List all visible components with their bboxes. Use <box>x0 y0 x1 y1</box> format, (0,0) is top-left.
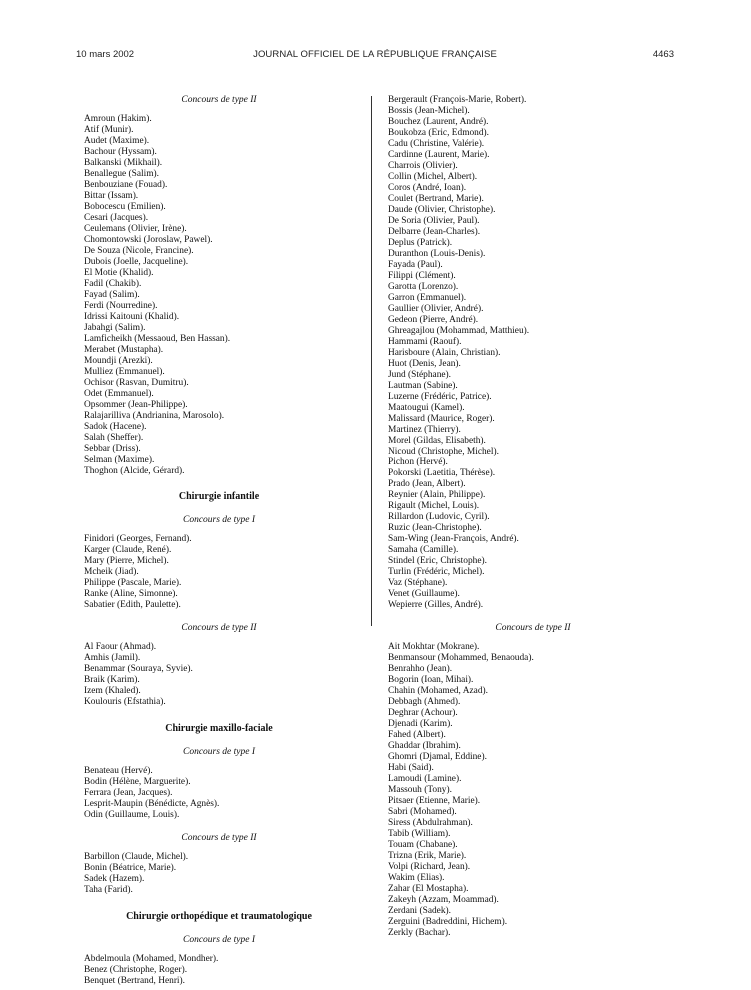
name-entry: Wepierre (Gilles, André). <box>388 600 484 611</box>
page-header <box>76 49 674 63</box>
right-column <box>388 95 678 939</box>
name-entry: El Motie (Khalid). <box>84 267 154 278</box>
name-entry: Lautman (Sabine). <box>388 380 458 391</box>
name-entry: Ralajarilliva (Andrianina, Marosolo). <box>84 410 225 421</box>
name-entry: Deplus (Patrick). <box>388 237 453 248</box>
name-entry: Trizna (Erik, Marie). <box>388 850 467 861</box>
name-entry: Benateau (Hervé). <box>84 766 153 777</box>
name-entry: Sadek (Hazem). <box>84 874 145 885</box>
name-entry: Benbouziane (Fouad). <box>84 179 168 190</box>
name-entry: Filippi (Clément). <box>388 270 456 281</box>
name-entry: Samaha (Camille). <box>388 545 459 556</box>
name-entry: Coulet (Bertrand, Marie). <box>388 193 484 204</box>
name-list <box>84 852 354 896</box>
name-entry: Maatougui (Kamel). <box>388 402 465 413</box>
name-entry: Benmansour (Mohammed, Benaouda). <box>388 653 534 664</box>
name-entry: Duranthon (Louis-Denis). <box>388 248 486 259</box>
name-entry: Dubois (Joelle, Jacqueline). <box>84 256 189 267</box>
section <box>84 911 354 987</box>
name-entry: Cadu (Christine, Valérie). <box>388 138 485 149</box>
name-entry: Ferdi (Nourredine). <box>84 300 158 311</box>
name-entry: Garotta (Lorenzo). <box>388 281 459 292</box>
name-entry: Idrissi Kaitouni (Khalid). <box>84 311 180 322</box>
name-entry: Ranke (Aline, Simonne). <box>84 589 178 600</box>
name-entry: Stindel (Eric, Christophe). <box>388 556 487 567</box>
name-entry: Bossis (Jean-Michel). <box>388 105 470 116</box>
name-entry: Audet (Maxime). <box>84 135 150 146</box>
left-column <box>84 95 354 987</box>
name-entry: Amhis (Jamil). <box>84 653 141 664</box>
name-entry: Jund (Stéphane). <box>388 369 452 380</box>
name-entry: Zakeyh (Azzam, Moammad). <box>388 894 499 905</box>
name-entry: Benquet (Bertrand, Henri). <box>84 976 186 987</box>
name-entry: Mary (Pierre, Michel). <box>84 556 169 567</box>
header-date: 10 mars 2002 <box>76 49 135 60</box>
section <box>84 491 354 611</box>
name-entry: Lamoudi (Lamine). <box>388 774 462 785</box>
name-entry: Selman (Maxime). <box>84 454 155 465</box>
name-entry: Zerguini (Badreddini, Hichem). <box>388 916 508 927</box>
name-entry: Opsommer (Jean-Philippe). <box>84 399 188 410</box>
name-entry: Ferrara (Jean, Jacques). <box>84 788 173 799</box>
name-entry: Ochisor (Rasvan, Dumitru). <box>84 377 189 388</box>
name-entry: Benrahho (Jean). <box>388 664 453 675</box>
name-entry: Al Faour (Ahmad). <box>84 642 157 653</box>
name-entry: Moundji (Arezki). <box>84 355 153 366</box>
name-entry: Vaz (Stéphane). <box>388 578 448 589</box>
name-entry: Sabatier (Edith, Paulette). <box>84 600 181 611</box>
name-list <box>84 642 354 708</box>
name-entry: Bittar (Issam). <box>84 190 139 201</box>
name-entry: Jabahgi (Salim). <box>84 322 146 333</box>
column-divider <box>371 96 372 626</box>
name-entry: Pitsaer (Etienne, Marie). <box>388 796 481 807</box>
name-entry: Lamficheikh (Messaoud, Ben Hassan). <box>84 333 231 344</box>
concours-subtitle: Concours de type II <box>181 623 257 634</box>
name-entry: Hammami (Raouf). <box>388 336 462 347</box>
name-entry: Koulouris (Efstathia). <box>84 697 166 708</box>
name-entry: Bonin (Béatrice, Marie). <box>84 863 177 874</box>
name-entry: Bouchez (Laurent, André). <box>388 116 489 127</box>
section <box>84 821 354 896</box>
name-entry: Rigault (Michel, Louis). <box>388 501 480 512</box>
name-entry: Coros (André, Ioan). <box>388 182 467 193</box>
name-entry: Atif (Munir). <box>84 124 134 135</box>
name-entry: Benammar (Souraya, Syvie). <box>84 664 193 675</box>
name-entry: Collin (Michel, Albert). <box>388 171 478 182</box>
journal-title: JOURNAL OFFICIEL DE LA RÉPUBLIQUE FRANÇAISE <box>253 49 497 60</box>
name-entry: Rillardon (Ludovic, Cyril). <box>388 512 490 523</box>
name-entry: Karger (Claude, René). <box>84 545 172 556</box>
name-entry: Ceulemans (Olivier, Irène). <box>84 223 187 234</box>
name-entry: Philippe (Pascale, Marie). <box>84 578 182 589</box>
name-entry: Boukobza (Eric, Edmond). <box>388 127 490 138</box>
name-entry: Chahin (Mohamed, Azad). <box>388 686 488 697</box>
name-entry: Fayad (Salim). <box>84 289 140 300</box>
name-list <box>388 95 678 611</box>
name-entry: Lesprit-Maupin (Bénédicte, Agnès). <box>84 799 220 810</box>
section <box>388 95 678 611</box>
name-entry: Cesari (Jacques). <box>84 212 149 223</box>
name-entry: Luzerne (Frédéric, Patrice). <box>388 391 492 402</box>
name-entry: Mulliez (Emmanuel). <box>84 366 165 377</box>
name-entry: Braik (Karim). <box>84 675 140 686</box>
name-entry: Prado (Jean, Albert). <box>388 479 466 490</box>
name-entry: Siress (Abdulrahman). <box>388 818 473 829</box>
name-entry: Ghaddar (Ibrahim). <box>388 741 461 752</box>
name-entry: De Souza (Nicole, Francine). <box>84 245 194 256</box>
name-entry: Izem (Khaled). <box>84 686 141 697</box>
name-entry: Sebbar (Driss). <box>84 443 141 454</box>
name-entry: Ruzic (Jean-Christophe). <box>388 523 482 534</box>
section <box>84 95 354 476</box>
name-entry: Bergerault (François-Marie, Robert). <box>388 95 527 105</box>
name-entry: Pokorski (Laetitia, Thérèse). <box>388 468 496 479</box>
name-entry: Huot (Denis, Jean). <box>388 358 461 369</box>
name-entry: Djenadi (Karim). <box>388 719 453 730</box>
name-entry: Fahed (Albert). <box>388 730 446 741</box>
name-entry: Benallegue (Salim). <box>84 168 159 179</box>
name-entry: Barbillon (Claude, Michel). <box>84 852 189 863</box>
name-entry: Sadok (Hacene). <box>84 421 147 432</box>
name-entry: Benez (Christophe, Roger). <box>84 965 188 976</box>
name-entry: Turlin (Frédéric, Michel). <box>388 567 485 578</box>
name-entry: Garron (Emmanuel). <box>388 292 467 303</box>
name-entry: Habi (Said). <box>388 763 434 774</box>
name-entry: Venet (Guillaume). <box>388 589 460 600</box>
page-number: 4463 <box>652 49 674 60</box>
name-entry: Touam (Chabane). <box>388 839 458 850</box>
name-entry: Ghreagajlou (Mohammad, Matthieu). <box>388 325 530 336</box>
name-entry: Abdelmoula (Mohamed, Mondher). <box>84 954 219 965</box>
name-entry: Harisboure (Alain, Christian). <box>388 347 501 358</box>
name-entry: Martinez (Thierry). <box>388 424 461 435</box>
name-entry: Bobocescu (Emilien). <box>84 201 166 212</box>
name-entry: Thoghon (Alcide, Gérard). <box>84 465 185 476</box>
name-entry: Fayada (Paul). <box>388 259 443 270</box>
name-entry: Malissard (Maurice, Roger). <box>388 413 495 424</box>
name-list <box>84 766 354 821</box>
name-entry: Ait Mokhtar (Mokrane). <box>388 642 480 653</box>
concours-subtitle: Concours de type II <box>495 623 571 634</box>
name-entry: Wakim (Elias). <box>388 872 445 883</box>
name-entry: Salah (Sheffer). <box>84 432 144 443</box>
name-entry: Odet (Emmanuel). <box>84 388 154 399</box>
section <box>84 723 354 821</box>
name-list <box>84 114 354 476</box>
name-entry: Odin (Guillaume, Louis). <box>84 810 180 821</box>
name-entry: Volpi (Richard, Jean). <box>388 861 471 872</box>
concours-subtitle: Concours de type I <box>182 515 256 526</box>
name-entry: Bachour (Hyssam). <box>84 146 157 157</box>
name-entry: Gaullier (Olivier, André). <box>388 303 484 314</box>
name-entry: Sam-Wing (Jean-François, André). <box>388 534 519 545</box>
name-entry: Balkanski (Mikhail). <box>84 157 163 168</box>
name-entry: Zerkly (Bachar). <box>388 927 451 938</box>
name-entry: Ghomri (Djamal, Eddine). <box>388 752 487 763</box>
specialty-title: Chirurgie orthopédique et traumatologique <box>126 911 312 923</box>
concours-subtitle: Concours de type II <box>181 95 257 105</box>
name-entry: Amroun (Hakim). <box>84 114 152 124</box>
name-entry: Sabri (Mohamed). <box>388 807 457 818</box>
name-entry: Tabib (William). <box>388 829 451 839</box>
name-entry: Reynier (Alain, Philippe). <box>388 490 486 501</box>
name-entry: De Soria (Olivier, Paul). <box>388 215 480 226</box>
name-list <box>388 642 678 939</box>
name-entry: Gedeon (Pierre, André). <box>388 314 479 325</box>
name-entry: Chomontowski (Joroslaw, Pawel). <box>84 234 213 245</box>
name-entry: Nicoud (Christophe, Michel). <box>388 446 499 457</box>
name-entry: Finidori (Georges, Fernand). <box>84 534 192 545</box>
name-entry: Taha (Farid). <box>84 885 133 896</box>
name-entry: Zerdani (Sadek). <box>388 905 451 916</box>
name-entry: Bodin (Hélène, Marguerite). <box>84 777 191 788</box>
name-entry: Delbarre (Jean-Charles). <box>388 226 481 237</box>
specialty-title: Chirurgie infantile <box>178 491 260 503</box>
name-entry: Cardinne (Laurent, Marie). <box>388 149 490 160</box>
name-entry: Bogorin (Ioan, Mihai). <box>388 675 474 686</box>
name-list <box>84 534 354 611</box>
name-entry: Pichon (Hervé). <box>388 457 448 468</box>
section <box>84 611 354 708</box>
name-entry: Daude (Olivier, Christophe). <box>388 204 496 215</box>
concours-subtitle: Concours de type I <box>182 747 256 758</box>
name-list <box>84 954 354 987</box>
name-entry: Deghrar (Achour). <box>388 708 458 719</box>
name-entry: Merabet (Mustapha). <box>84 344 164 355</box>
name-entry: Mcheik (Jiad). <box>84 567 139 578</box>
name-entry: Massouh (Tony). <box>388 785 452 796</box>
name-entry: Morel (Gildas, Elisabeth). <box>388 435 486 446</box>
name-entry: Fadil (Chakib). <box>84 278 142 289</box>
specialty-title: Chirurgie maxillo-faciale <box>165 723 273 735</box>
concours-subtitle: Concours de type II <box>181 833 257 844</box>
section <box>388 611 678 939</box>
name-entry: Charrois (Olivier). <box>388 160 458 171</box>
concours-subtitle: Concours de type I <box>182 935 256 946</box>
name-entry: Debbagh (Ahmed). <box>388 697 461 708</box>
name-entry: Zahar (El Mostapha). <box>388 883 469 894</box>
